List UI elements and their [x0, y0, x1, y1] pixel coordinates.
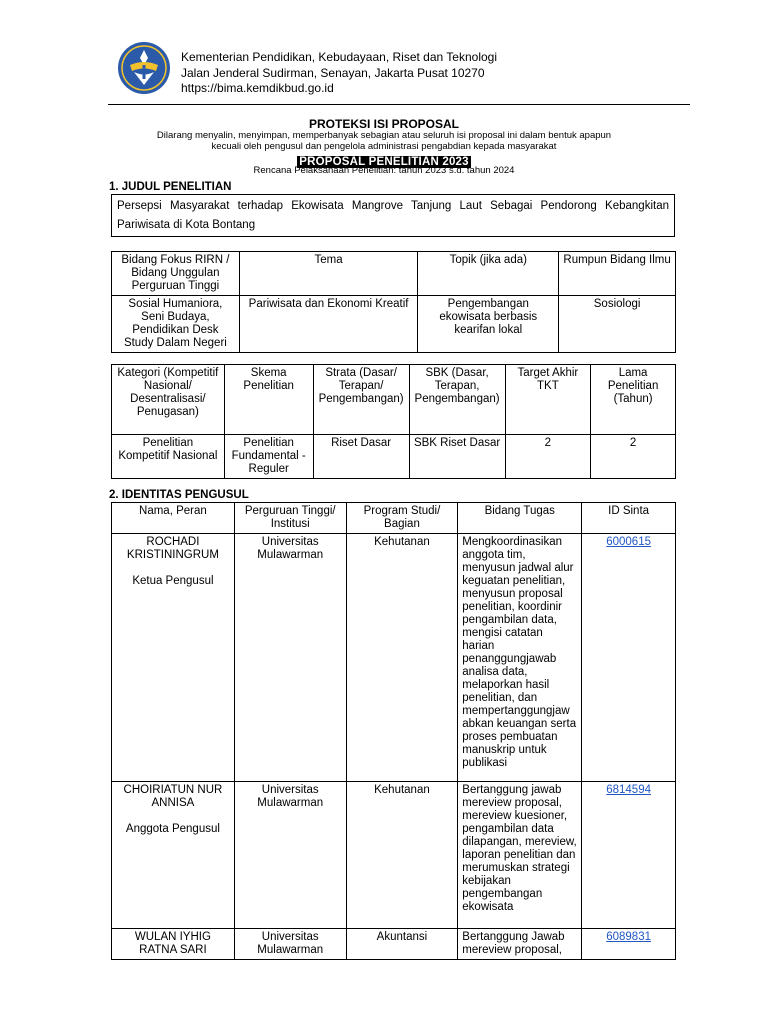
proteksi-line-1: Dilarang menyalin, menyimpan, memperbanyak sebagian atau seluruh isi proposal ini dalam bentuk apapun [156, 130, 612, 141]
institution-name: Kementerian Pendidikan, Kebudayaan, Riset dan Teknologi [181, 50, 497, 64]
identitas-header-3: Bidang Tugas [458, 503, 582, 534]
kategori-cell-5: 2 [591, 435, 676, 479]
sinta-link[interactable]: 6089831 [606, 931, 651, 943]
kategori-header-1: Skema Penelitian [224, 365, 313, 435]
identitas-table [111, 502, 676, 960]
identitas-header-2: Program Studi/ Bagian [346, 503, 458, 534]
kategori-cell-3: SBK Riset Dasar [409, 435, 505, 479]
id-sinta-cell [582, 534, 676, 782]
table-row [112, 929, 676, 960]
table-row [112, 534, 676, 782]
proteksi-notice [0, 130, 768, 152]
kategori-cell-4: 2 [505, 435, 591, 479]
bidang-header-2: Topik (jika ada) [418, 252, 559, 296]
bidang-header-0: Bidang Fokus RIRN / Bidang Unggulan Perguruan Tinggi [112, 252, 240, 296]
bidang-table [111, 251, 676, 353]
identitas-header-0: Nama, Peran [112, 503, 235, 534]
nama: WULAN IYHIG RATNA SARI [134, 931, 211, 956]
header-divider [108, 104, 690, 105]
bidang-tugas-cell: Bertanggung jawab mereview proposal, mereview kuesioner, pengambilan data dilapangan, mereview, laporan penelitian dan merumuskan strategi kebijakan pengembangan ekowisata [458, 782, 582, 929]
identitas-header-1: Perguruan Tinggi/ Institusi [234, 503, 346, 534]
table-row [112, 782, 676, 929]
peran: Ketua Pengusul [132, 575, 214, 587]
kategori-header-5: Lama Penelitian (Tahun) [591, 365, 676, 435]
program-studi-cell: Akuntansi [346, 929, 458, 960]
kategori-header-4: Target Akhir TKT [505, 365, 591, 435]
kategori-cell-2: Riset Dasar [313, 435, 409, 479]
identitas-header-4: ID Sinta [582, 503, 676, 534]
kategori-header-3: SBK (Dasar, Terapan, Pengembangan) [409, 365, 505, 435]
proteksi-line-2: kecuali oleh pengusul dan pengelola administrasi pengabdian kepada masyarakat [211, 141, 557, 152]
nama-peran-cell [112, 534, 235, 782]
nama: CHOIRIATUN NUR ANNISA [123, 784, 223, 809]
id-sinta-cell [582, 929, 676, 960]
bidang-cell-3: Sosiologi [559, 296, 676, 353]
perguruan-tinggi-cell: Universitas Mulawarman [234, 929, 346, 960]
proposal-banner-label: PROPOSAL PENELITIAN 2023 [299, 156, 469, 168]
nama-peran-cell [112, 929, 235, 960]
bidang-cell-2: Pengembangan ekowisata berbasis kearifan lokal [418, 296, 559, 353]
bidang-tugas-cell: Mengkoordinasikan anggota tim, menyusun jadwal alur keguatan penelitian, menyusun proposal penelitian, koordinir pengambilan data, mengisi catatan harian penanggungjawab analisa data, melaporkan hasil penelitian, dan mempertanggungjaw abkan keuangan serta proses pembuatan manuskrip untuk publikasi [458, 534, 582, 782]
proteksi-title: PROTEKSI ISI PROPOSAL [308, 117, 460, 131]
bidang-tugas-cell: Bertanggung Jawab mereview proposal, [458, 929, 582, 960]
peran: Anggota Pengusul [125, 823, 220, 835]
nama-peran-cell [112, 782, 235, 929]
institution-url[interactable]: https://bima.kemdikbud.go.id [181, 81, 334, 95]
rencana-pelaksanaan: Rencana Pelaksanaan Penelitian: tahun 2023 s.d. tahun 2024 [253, 165, 515, 176]
bidang-header-3: Rumpun Bidang Ilmu [559, 252, 676, 296]
nama: ROCHADI KRISTININGRUM [126, 536, 219, 561]
program-studi-cell: Kehutanan [346, 782, 458, 929]
id-sinta-cell [582, 782, 676, 929]
perguruan-tinggi-cell: Universitas Mulawarman [234, 534, 346, 782]
sinta-link[interactable]: 6000615 [606, 536, 651, 548]
sinta-link[interactable]: 6814594 [606, 784, 651, 796]
kemdikbud-logo [116, 41, 172, 95]
kategori-header-0: Kategori (Kompetitif Nasional/ Desentralisasi/ Penugasan) [112, 365, 225, 435]
kategori-header-2: Strata (Dasar/ Terapan/ Pengembangan) [313, 365, 409, 435]
bidang-cell-0: Sosial Humaniora, Seni Budaya, Pendidikan Desk Study Dalam Negeri [112, 296, 240, 353]
section-identitas-title: 2. IDENTITAS PENGUSUL [109, 489, 249, 501]
judul-penelitian-box: Persepsi Masyarakat terhadap Ekowisata Mangrove Tanjung Laut Sebagai Pendorong Kebangkitan Pariwisata di Kota Bontang [111, 194, 675, 237]
section-judul-title: 1. JUDUL PENELITIAN [109, 181, 232, 193]
institution-header [181, 50, 497, 97]
kategori-table [111, 364, 676, 479]
kategori-cell-1: Penelitian Fundamental - Reguler [224, 435, 313, 479]
institution-address: Jalan Jenderal Sudirman, Senayan, Jakarta Pusat 10270 [181, 65, 485, 80]
perguruan-tinggi-cell: Universitas Mulawarman [234, 782, 346, 929]
bidang-cell-1: Pariwisata dan Ekonomi Kreatif [239, 296, 418, 353]
program-studi-cell: Kehutanan [346, 534, 458, 782]
bidang-header-1: Tema [239, 252, 418, 296]
kategori-cell-0: Penelitian Kompetitif Nasional [112, 435, 225, 479]
